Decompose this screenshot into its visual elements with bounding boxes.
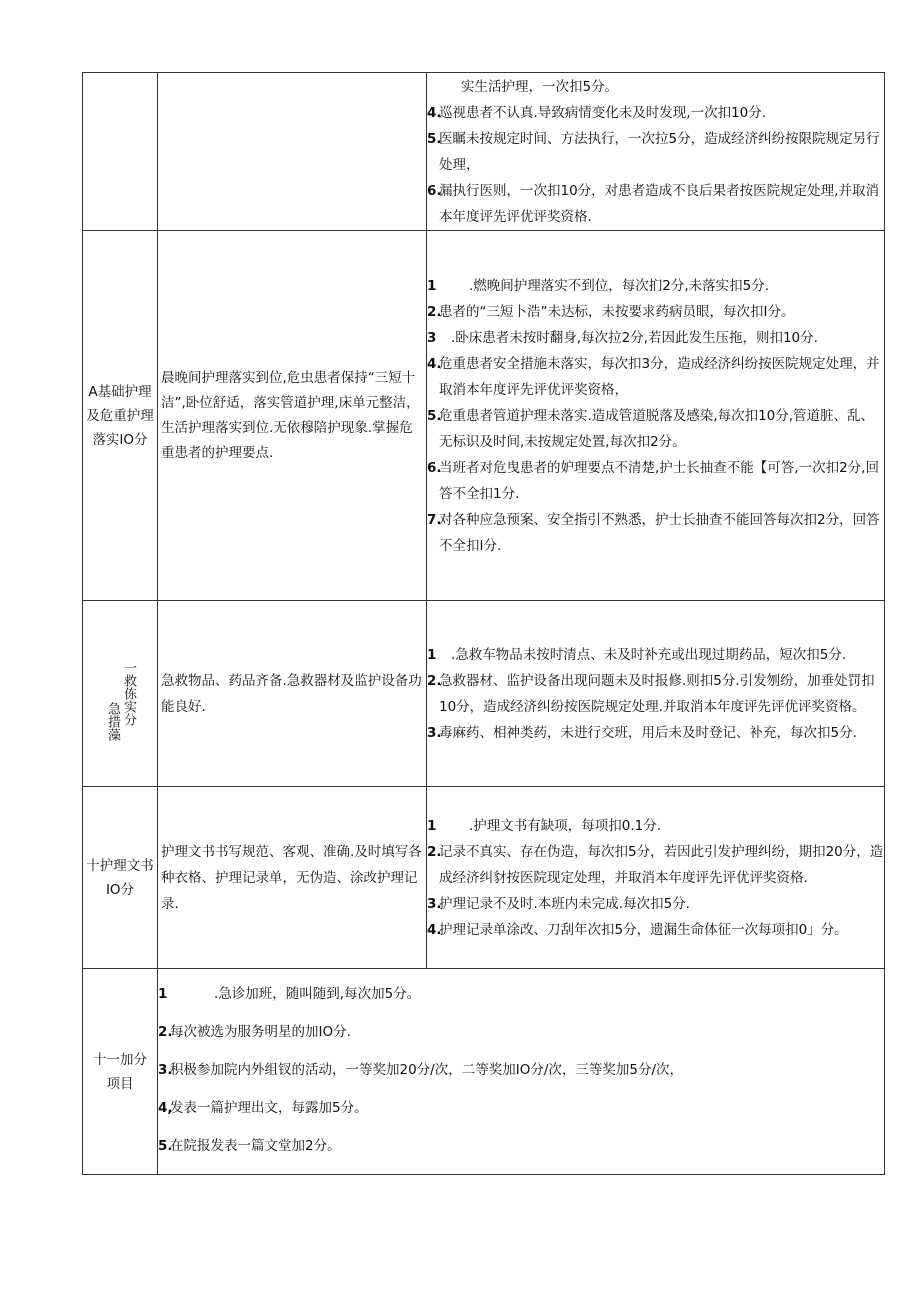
item-text: 危重患者管道护理未落实.造成管道脱落及感染,每次扣10分,管道脏、乱、无标识及时间,未按规定处置,每次扣2分。 xyxy=(439,407,875,450)
list-item xyxy=(427,455,884,507)
item-text: 护理记录不及时.本班内未完成.每次扣5分. xyxy=(439,895,690,912)
list-item xyxy=(158,1058,884,1082)
item-number: 5. xyxy=(158,1138,173,1154)
item-text: 毒麻药、相神类药，未进行交班，用后未及时登记、补充，每次扣5分. xyxy=(439,724,857,741)
nursing-assessment-table xyxy=(82,72,885,1175)
item-text: 漏执行医则，一次扣10分，对患者造成不良后果者按医院规定处理,并取消本年度评先评优评奖资格. xyxy=(439,182,879,225)
deduction-cell xyxy=(427,787,885,969)
item-number: 4. xyxy=(427,355,442,372)
list-item xyxy=(427,668,884,720)
list-item xyxy=(427,74,884,100)
table-row xyxy=(83,787,885,969)
item-number: 5. xyxy=(427,130,442,147)
list-item xyxy=(427,813,884,839)
item-text: .急诊加班，随叫随到,每次加5分。 xyxy=(214,986,421,1002)
list-item xyxy=(427,891,884,917)
standard-cell xyxy=(158,73,427,231)
category-cell xyxy=(83,73,158,231)
item-text: 实生活护理，一次扣5分。 xyxy=(461,78,619,95)
item-number: 2. xyxy=(427,303,442,320)
item-text: .燃晚间护理落实不到位，每次扪2分,未落实扣5分. xyxy=(469,277,770,294)
list-item xyxy=(427,839,884,891)
list-item xyxy=(427,178,884,230)
item-number: 1 xyxy=(427,277,437,294)
item-number: 2. xyxy=(427,672,442,689)
list-item xyxy=(427,403,884,455)
item-text: 危重患者安全措施未落实，每次扣3分，造成经济纠纷按医院规定处理，并取消本年度评先评优评奖资格， xyxy=(439,355,880,398)
item-text: 对各种应急预案、安全指引不熟悉，护士长抽查不能回答每次扣2分，回答不全扣I分. xyxy=(439,511,880,554)
list-item xyxy=(427,642,884,668)
item-text: 医瞩未按规定时间、方法执行，一次拉5分，造成经济纠纷按限院规定另行处理， xyxy=(439,130,880,173)
item-text: 在院报发表一篇文堂加2分。 xyxy=(170,1138,341,1154)
item-number: 1 xyxy=(427,646,437,663)
item-number: 1 xyxy=(158,986,168,1002)
item-number: 5. xyxy=(427,407,442,424)
item-text: 巡视患者不认真.导致病情变化未及时发现,一次扣10分. xyxy=(439,104,767,121)
list-item xyxy=(427,351,884,403)
item-number: 4, xyxy=(158,1100,173,1116)
list-item xyxy=(158,1020,884,1044)
item-number: 3. xyxy=(158,1062,173,1078)
item-number: 4. xyxy=(427,104,442,121)
standard-cell xyxy=(158,231,427,601)
item-text: 急救器材、监护设备出现问题未及时报修.则扣5分.引发刎纷，加垂处罚扣10分，造成经济纠纷按医院规定处理.并取消本年度评先评优评奖资格。 xyxy=(439,672,875,715)
standard-text: 急救物品、药品齐备.急救器材及监护设备功能良好. xyxy=(161,672,422,715)
item-text: 护理记录单涂改、刀刮年次扣5分，遗漏生命体征一次每项扣0」分。 xyxy=(439,921,848,938)
list-item xyxy=(427,917,884,943)
deduction-cell xyxy=(427,231,885,601)
table-row xyxy=(83,969,885,1175)
item-text: .卧床患者未按时翻身,每次拉2分,若因此发生压拖，则扣10分. xyxy=(451,329,818,346)
standard-cell xyxy=(158,787,427,969)
item-text: 患者的“三短卜浩”未达标，未按要求药病员眼，每次扣I分。 xyxy=(439,303,795,320)
list-item xyxy=(158,1096,884,1120)
category-label-vertical xyxy=(85,646,155,741)
item-text: .急救车物品未按时清点、未及时补充或出现过期药品，短次扣5分. xyxy=(451,646,847,663)
category-cell xyxy=(83,787,158,969)
category-cell xyxy=(83,231,158,601)
item-number: 4. xyxy=(427,921,442,938)
item-number: 2. xyxy=(158,1024,173,1040)
table-row xyxy=(83,601,885,787)
standard-text: 护理文书书写规范、客观、准确.及时填写各种衣格、护理记录单，无伪造、涂改护理记录. xyxy=(161,843,422,912)
list-item xyxy=(427,720,884,746)
item-text: 每次被选为服务明星的加IO分. xyxy=(170,1024,351,1040)
list-item xyxy=(427,126,884,178)
list-item xyxy=(158,982,884,1006)
category-cell xyxy=(83,601,158,787)
category-label-col: 一救㑈实分 xyxy=(121,661,136,726)
category-cell xyxy=(83,969,158,1175)
table-row xyxy=(83,231,885,601)
list-item xyxy=(427,299,884,325)
list-item xyxy=(158,1134,884,1158)
standard-cell xyxy=(158,601,427,787)
item-number: 1 xyxy=(427,817,437,834)
list-item xyxy=(427,273,884,299)
category-label: A基础护理及危重护理落实IO分 xyxy=(86,383,154,448)
category-label: 十护理文书IO分 xyxy=(86,857,154,898)
item-text: .护理文书有缺项，每项扣0.1分. xyxy=(469,817,662,834)
item-number: 3 xyxy=(427,329,437,346)
bonus-cell xyxy=(158,969,885,1175)
item-number: 3. xyxy=(427,724,442,741)
list-item xyxy=(427,325,884,351)
table-row xyxy=(83,73,885,231)
item-text: 当班者对危曳患者的妒理要点不清楚,护士长抽查不能【可答,一次扣2分,回答不全扣1分. xyxy=(439,459,879,502)
item-text: 积极参加院内外组钗的活动，一等奖加20分/次，二等奖加IO分/次，三等奖加5分/次， xyxy=(170,1062,684,1078)
deduction-cell xyxy=(427,601,885,787)
deduction-cell xyxy=(427,73,885,231)
list-item xyxy=(427,100,884,126)
item-number: 7. xyxy=(427,511,442,528)
item-text: 记录不真实、存在伪造，每次扣5分，若因此引发护理纠纷，期扣20分，造成经济纠豺按医院现定处理，并取消本年度评先评优评奖资格. xyxy=(439,843,884,886)
category-label-col: 急措藻 xyxy=(105,702,120,741)
item-number: 6. xyxy=(427,459,442,476)
item-number: 3. xyxy=(427,895,442,912)
item-number: 6. xyxy=(427,182,442,199)
item-number: 2. xyxy=(427,843,442,860)
item-text: 发表一篇护理出文，每露加5分。 xyxy=(170,1100,368,1116)
list-item xyxy=(427,507,884,559)
standard-text: 晨晚间护理落实到位,危虫患者保持“三短十洁”,卧位舒适，落实管道护理,床单元整洁，生活护理落实到位.无依穆陪护现象.掌握危重患者的护理要点. xyxy=(161,369,420,461)
category-label: 十一加分项目 xyxy=(93,1051,147,1092)
